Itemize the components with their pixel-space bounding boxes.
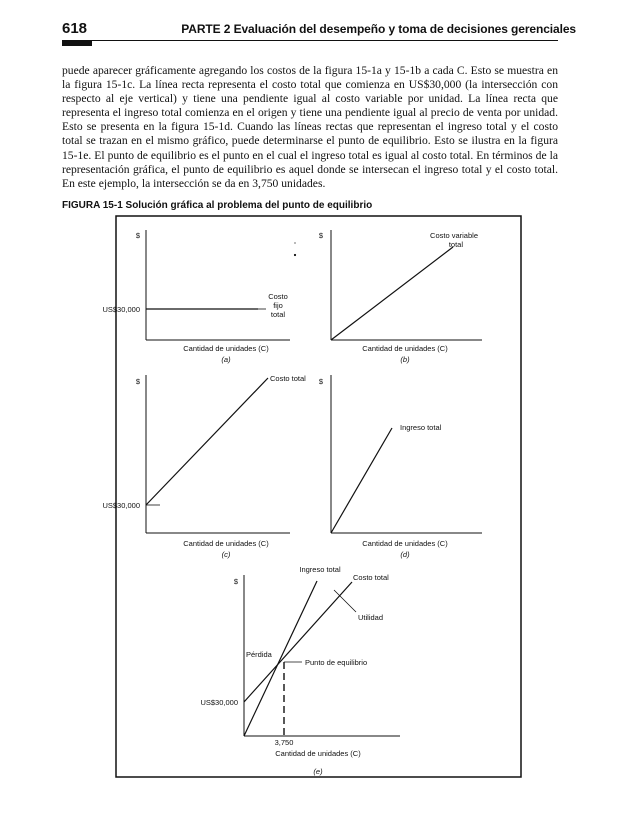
- panel-d-ylabel: $: [318, 377, 323, 386]
- figure-caption: FIGURA 15-1 Solución gráfica al problema del punto de equilibrio: [62, 200, 373, 211]
- panel-e-loss-label: Pérdida: [246, 650, 272, 659]
- figure-frame: [116, 216, 521, 777]
- panel-b-series-label: Costo variable: [430, 231, 478, 240]
- panel-d-xlabel: Cantidad de unidades (C): [362, 539, 448, 548]
- panel-e-panel-label: (e): [313, 767, 323, 776]
- panel-a-series-label: total: [270, 310, 286, 319]
- panel-d-panel-label: (d): [400, 550, 410, 559]
- panel-a-y-tick-30000: US$30,000: [102, 305, 140, 314]
- panel-b-xlabel: Cantidad de unidades (C): [362, 344, 448, 353]
- panel-e-ylabel: $: [233, 577, 238, 586]
- panel-c-xlabel: Cantidad de unidades (C): [183, 539, 269, 548]
- panel-a-ylabel: $: [135, 231, 140, 240]
- panel-e-x-tick-3750: 3,750: [274, 738, 294, 747]
- panel-a-dot: [294, 254, 296, 256]
- panel-a-series-label: Costo: [268, 292, 288, 301]
- panel-e-xlabel: Cantidad de unidades (C): [275, 749, 361, 758]
- figure-panels: [102, 230, 482, 776]
- running-header-title: Evaluación del desempeño y toma de decisiones gerenciales: [233, 22, 576, 36]
- panel-c-y-tick-30000: US$30,000: [102, 501, 140, 510]
- panel-c-total-cost-line: [146, 378, 268, 505]
- panel-e-profit-leader: [334, 590, 356, 612]
- panel-d-revenue-line: [331, 428, 392, 533]
- panel-b-variable-cost-line: [331, 247, 453, 340]
- panel-c-panel-label: (c): [221, 550, 231, 559]
- panel-a-panel-label: (a): [221, 355, 231, 364]
- panel-e-total-cost-line: [244, 582, 352, 702]
- panel-b-panel-label: (b): [400, 355, 410, 364]
- panel-b-ylabel: $: [318, 231, 323, 240]
- panel-a-series-label: fijo: [273, 301, 283, 310]
- panel-d-series-label: Ingreso total: [400, 423, 442, 432]
- panel-a-xlabel: Cantidad de unidades (C): [183, 344, 269, 353]
- panel-e-revenue-label: Ingreso total: [299, 565, 341, 574]
- panel-e-break-even-label: Punto de equilibrio: [305, 658, 368, 667]
- panel-b-series-label: total: [448, 240, 463, 249]
- panel-c-ylabel: $: [135, 377, 140, 386]
- panel-e-cost-label: Costo total: [353, 573, 389, 582]
- running-header-part: PARTE 2: [181, 22, 231, 36]
- page-number: 618: [62, 20, 88, 37]
- panel-e-y-tick-30000: US$30,000: [200, 698, 238, 707]
- panel-a-dot: [294, 242, 295, 243]
- body-paragraph-text: puede aparecer gráficamente agregando los costos de la figura 15-1a y 15-1b a cada C. Esto se muestra en la figura 15-1c. La línea recta representa el costo total que comienza en US$30,000 (la intersección con respecto al eje vertical) y tiene una pendiente igual al costo variable por unidad. La línea recta que representa el ingreso total comienza en el origen y tiene una pendiente igual al precio de venta por unidad. Esto se presenta en la figura 15-1d. Cuando las líneas rectas que representan el ingreso total y el costo total se trazan en el mismo gráfico, puede determinarse el punto de equilibrio. Esto se ilustra en la figura 15-1e. El punto de equilibrio es el punto en el cual el ingreso total es igual al costo total. En términos de la representación gráfica, el punto de equilibrio es aquel donde se intersecan el ingreso total y el costo total. En este ejemplo, la intersección se da en 3,750 unidades.: [62, 64, 558, 190]
- panel-c-series-label: Costo total: [270, 374, 306, 383]
- panel-e-profit-label: Utilidad: [358, 613, 384, 622]
